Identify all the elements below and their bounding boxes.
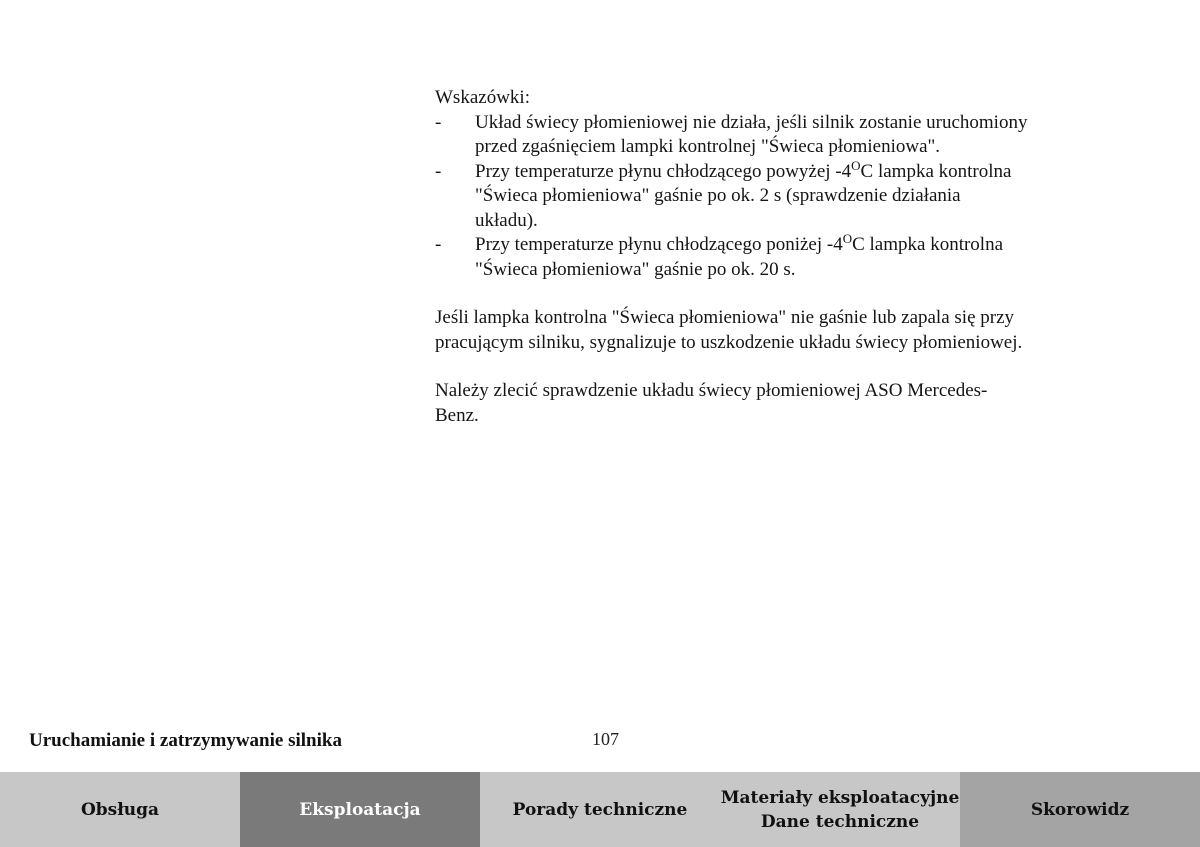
note-text-segment: Przy temperaturze płynu chłodzącego powyżej -4 [475,160,852,182]
tab-label-line: Dane techniczne [760,811,920,832]
tab-porady-techniczne[interactable] [480,772,720,847]
note-text-line: układu). [475,209,538,231]
note-text-line [475,157,1012,182]
note-text-line: "Świeca płomieniowa" gaśnie po ok. 20 s. [475,258,796,280]
notes-heading: Wskazówki: [435,87,530,108]
tab-label-line: Materiały eksploatacyjne [720,787,960,808]
paragraph-line: Benz. [435,404,479,426]
note-bullet: - [435,234,442,255]
note-text-line: "Świeca płomieniowa" gaśnie po ok. 2 s (sprawdzenie działania [475,185,961,206]
paragraph-service [435,379,1075,428]
note-item [435,111,1075,160]
degree-superscript: O [851,157,861,173]
note-item [435,157,1075,234]
paragraph-warning [435,306,1075,355]
tab-obsluga[interactable] [0,772,240,847]
note-bullet: - [435,160,442,182]
bottom-navigation [0,772,1200,847]
tab-label: Eksploatacja [299,799,421,820]
paragraph-line: pracującym silniku, sygnalizuje to uszkodzenie układu świecy płomieniowej. [435,331,1023,353]
document-body [435,86,1075,428]
paragraph-line: Jeśli lampka kontrolna "Świeca płomieniowa" nie gaśnie lub zapala się przy [435,307,1015,328]
note-text-line: Układ świecy płomieniowej nie działa, jeśli silnik zostanie uruchomiony [475,111,1028,133]
note-item [435,233,1075,282]
tab-label: Porady techniczne [512,799,688,820]
tab-label [721,786,960,834]
degree-superscript: O [842,231,853,246]
page-number: 107 [592,729,619,749]
tab-skorowidz[interactable] [960,772,1200,847]
note-text-line: przed zgaśnięciem lampki kontrolnej "Świeca płomieniowa". [475,136,941,157]
notes-list [435,111,1075,283]
tab-eksploatacja[interactable] [240,772,480,847]
note-text-segment: Przy temperaturze płynu chłodzącego poniżej -4 [475,234,843,255]
section-title: Uruchamianie i zatrzymywanie silnika [29,730,342,751]
tab-label: Obsługa [80,799,160,820]
tab-materialy-dane-techniczne[interactable] [720,772,960,847]
note-text-segment: C lampka kontrolna [852,234,1004,255]
paragraph-line: Należy zlecić sprawdzenie układu świecy płomieniowej ASO Mercedes- [435,380,988,401]
note-bullet: - [435,111,442,133]
tab-label: Skorowidz [1030,799,1130,820]
note-text-segment: C lampka kontrolna [860,160,1012,182]
note-text-line [475,231,1004,255]
